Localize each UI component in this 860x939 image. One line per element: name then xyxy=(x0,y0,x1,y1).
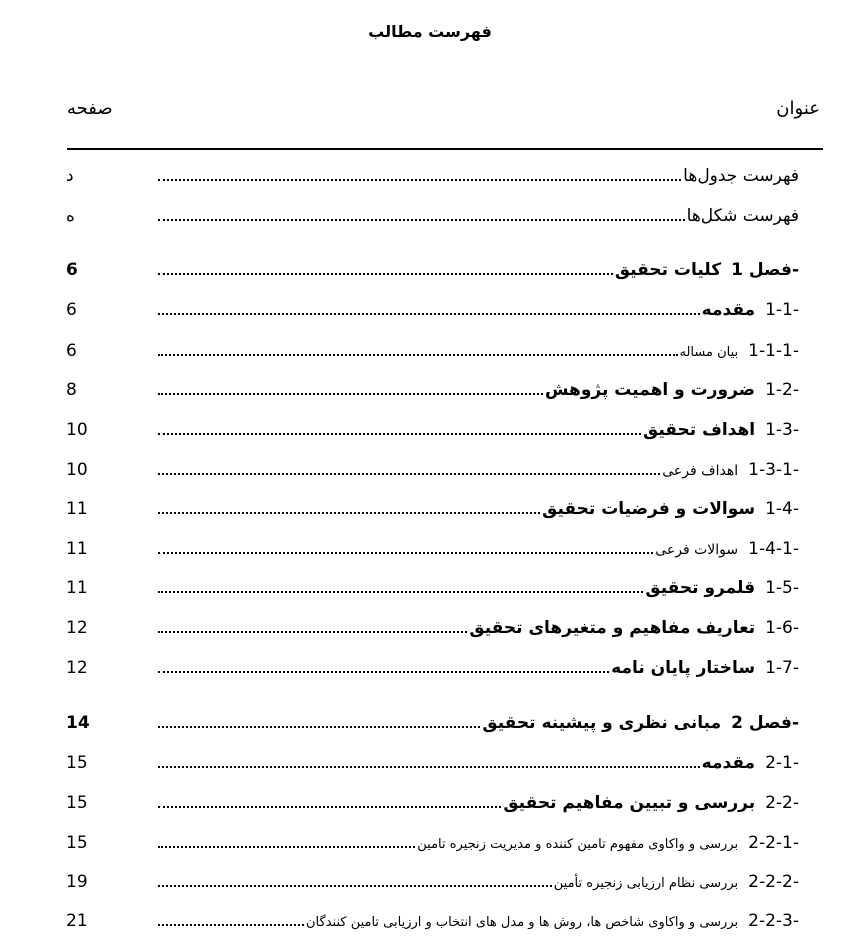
toc-row[interactable] xyxy=(66,341,799,361)
title-column-header: عنوان xyxy=(776,98,820,119)
leader-dots xyxy=(158,630,467,633)
leader-dots xyxy=(158,590,643,593)
leader-dots xyxy=(158,805,501,808)
toc-entry xyxy=(503,793,799,813)
toc-row[interactable] xyxy=(66,460,799,480)
toc-row[interactable] xyxy=(66,420,799,440)
toc-row[interactable] xyxy=(66,300,799,320)
entry-index: 1-7- xyxy=(765,658,799,678)
entry-text: سوالات فرعی xyxy=(655,542,739,558)
toc-entry xyxy=(417,833,799,853)
toc-entry xyxy=(687,206,799,226)
toc-row[interactable] xyxy=(66,793,799,813)
toc-entry xyxy=(702,753,799,773)
entry-index: 1-3-1- xyxy=(748,460,799,480)
page-number: 10 xyxy=(66,420,88,440)
entry-index: 1-4-1- xyxy=(748,539,799,559)
page-number: د xyxy=(66,166,74,186)
toc-row[interactable] xyxy=(66,380,799,400)
entry-text: بررسی و تبیین مفاهیم تحقیق xyxy=(503,793,756,813)
leader-dots xyxy=(158,923,304,926)
toc-entry xyxy=(645,578,799,598)
entry-index: 1-5- xyxy=(765,578,799,598)
page-number: 6 xyxy=(66,260,78,280)
toc-row[interactable] xyxy=(66,753,799,773)
entry-text: بررسی نظام ارزیابی زنجیره تأمین xyxy=(553,876,739,891)
entry-index: فصل 1- xyxy=(731,260,799,280)
toc-row[interactable] xyxy=(66,872,799,892)
entry-index: 2-2-1- xyxy=(748,833,799,853)
entry-index: 1-1-1- xyxy=(748,341,799,361)
entry-text: فهرست شکل‌ها xyxy=(686,206,799,226)
toc-entry xyxy=(469,618,799,638)
page-number: 15 xyxy=(66,793,88,813)
page-number: 15 xyxy=(66,753,88,773)
entry-text: ضرورت و اهمیت پژوهش xyxy=(545,380,756,400)
leader-dots xyxy=(158,353,678,356)
page-number: ه xyxy=(66,206,75,226)
toc-row[interactable] xyxy=(66,618,799,638)
toc-entry xyxy=(611,658,799,678)
entry-text: مقدمه xyxy=(701,753,756,773)
toc-entry xyxy=(482,713,799,733)
entry-index: 2-1- xyxy=(765,753,799,773)
toc-row[interactable] xyxy=(66,499,799,519)
leader-dots xyxy=(158,178,681,181)
entry-text: اهداف فرعی xyxy=(662,463,739,479)
page-number: 12 xyxy=(66,618,88,638)
leader-dots xyxy=(158,845,415,848)
toc-row[interactable] xyxy=(66,658,799,678)
toc-entry xyxy=(542,499,799,519)
toc-entry xyxy=(680,341,800,361)
toc-entry xyxy=(554,872,799,892)
toc-row[interactable] xyxy=(66,539,799,559)
entry-index: 1-4- xyxy=(765,499,799,519)
toc-entry xyxy=(615,260,799,280)
entry-text: قلمرو تحقیق xyxy=(645,578,756,598)
entry-index: 2-2- xyxy=(765,793,799,813)
leader-dots xyxy=(158,218,685,221)
page-number: 6 xyxy=(66,341,77,361)
page-column-header: صفحه xyxy=(67,98,113,119)
page-number: 11 xyxy=(66,578,88,598)
leader-dots xyxy=(158,725,480,728)
entry-text: بررسی و واکاوی شاخص ها، روش ها و مدل های انتخاب و ارزیابی تامین کنندگان xyxy=(306,915,739,930)
toc-entry xyxy=(683,166,799,186)
entry-index: 2-2-3- xyxy=(748,911,799,931)
entry-index: 1-3- xyxy=(765,420,799,440)
entry-index: 1-6- xyxy=(765,618,799,638)
leader-dots xyxy=(158,472,660,475)
toc-row[interactable] xyxy=(66,911,799,931)
leader-dots xyxy=(158,551,653,554)
leader-dots xyxy=(158,432,641,435)
leader-dots xyxy=(158,392,543,395)
toc-entry xyxy=(643,420,799,440)
entry-text: بررسی و واکاوی مفهوم تامین کننده و مدیریت زنجیره تامین xyxy=(417,837,739,852)
leader-dots xyxy=(158,765,700,768)
entry-index: 1-1- xyxy=(765,300,799,320)
leader-dots xyxy=(158,884,552,887)
entry-text: ساختار پایان نامه xyxy=(611,658,756,678)
leader-dots xyxy=(158,312,700,315)
toc-entry xyxy=(655,539,799,559)
entry-text: فهرست جدول‌ها xyxy=(683,166,799,186)
leader-dots xyxy=(158,511,540,514)
header-rule xyxy=(67,148,823,150)
entry-text: بیان مساله xyxy=(679,345,739,360)
page-number: 11 xyxy=(66,539,88,559)
toc-entry xyxy=(306,911,799,931)
toc-row[interactable] xyxy=(66,166,799,186)
entry-index: 1-2- xyxy=(765,380,799,400)
toc-entry xyxy=(545,380,799,400)
page-number: 14 xyxy=(66,713,90,733)
page-number: 11 xyxy=(66,499,88,519)
entry-index: فصل 2- xyxy=(731,713,799,733)
page-number: 21 xyxy=(66,911,88,931)
entry-index: 2-2-2- xyxy=(748,872,799,892)
toc-title: فهرست مطالب xyxy=(368,22,492,41)
toc-row[interactable] xyxy=(66,578,799,598)
page-number: 6 xyxy=(66,300,77,320)
page-number: 12 xyxy=(66,658,88,678)
toc-row[interactable] xyxy=(66,833,799,853)
leader-dots xyxy=(158,272,613,275)
toc-row[interactable] xyxy=(66,713,799,733)
entry-text: تعاریف مفاهیم و متغیرهای تحقیق xyxy=(469,618,756,638)
toc-row[interactable] xyxy=(66,260,799,280)
leader-dots xyxy=(158,670,609,673)
entry-text: کلیات تحقیق xyxy=(614,260,722,280)
entry-text: مقدمه xyxy=(701,300,756,320)
page-number: 15 xyxy=(66,833,88,853)
toc-row[interactable] xyxy=(66,206,799,226)
toc-entry xyxy=(662,460,799,480)
entry-text: مبانی نظری و پیشینه تحقیق xyxy=(482,713,722,733)
page-number: 19 xyxy=(66,872,88,892)
entry-text: اهداف تحقیق xyxy=(643,420,756,440)
toc-entry xyxy=(702,300,799,320)
entry-text: سوالات و فرضیات تحقیق xyxy=(542,499,756,519)
page-number: 10 xyxy=(66,460,88,480)
page-number: 8 xyxy=(66,380,77,400)
